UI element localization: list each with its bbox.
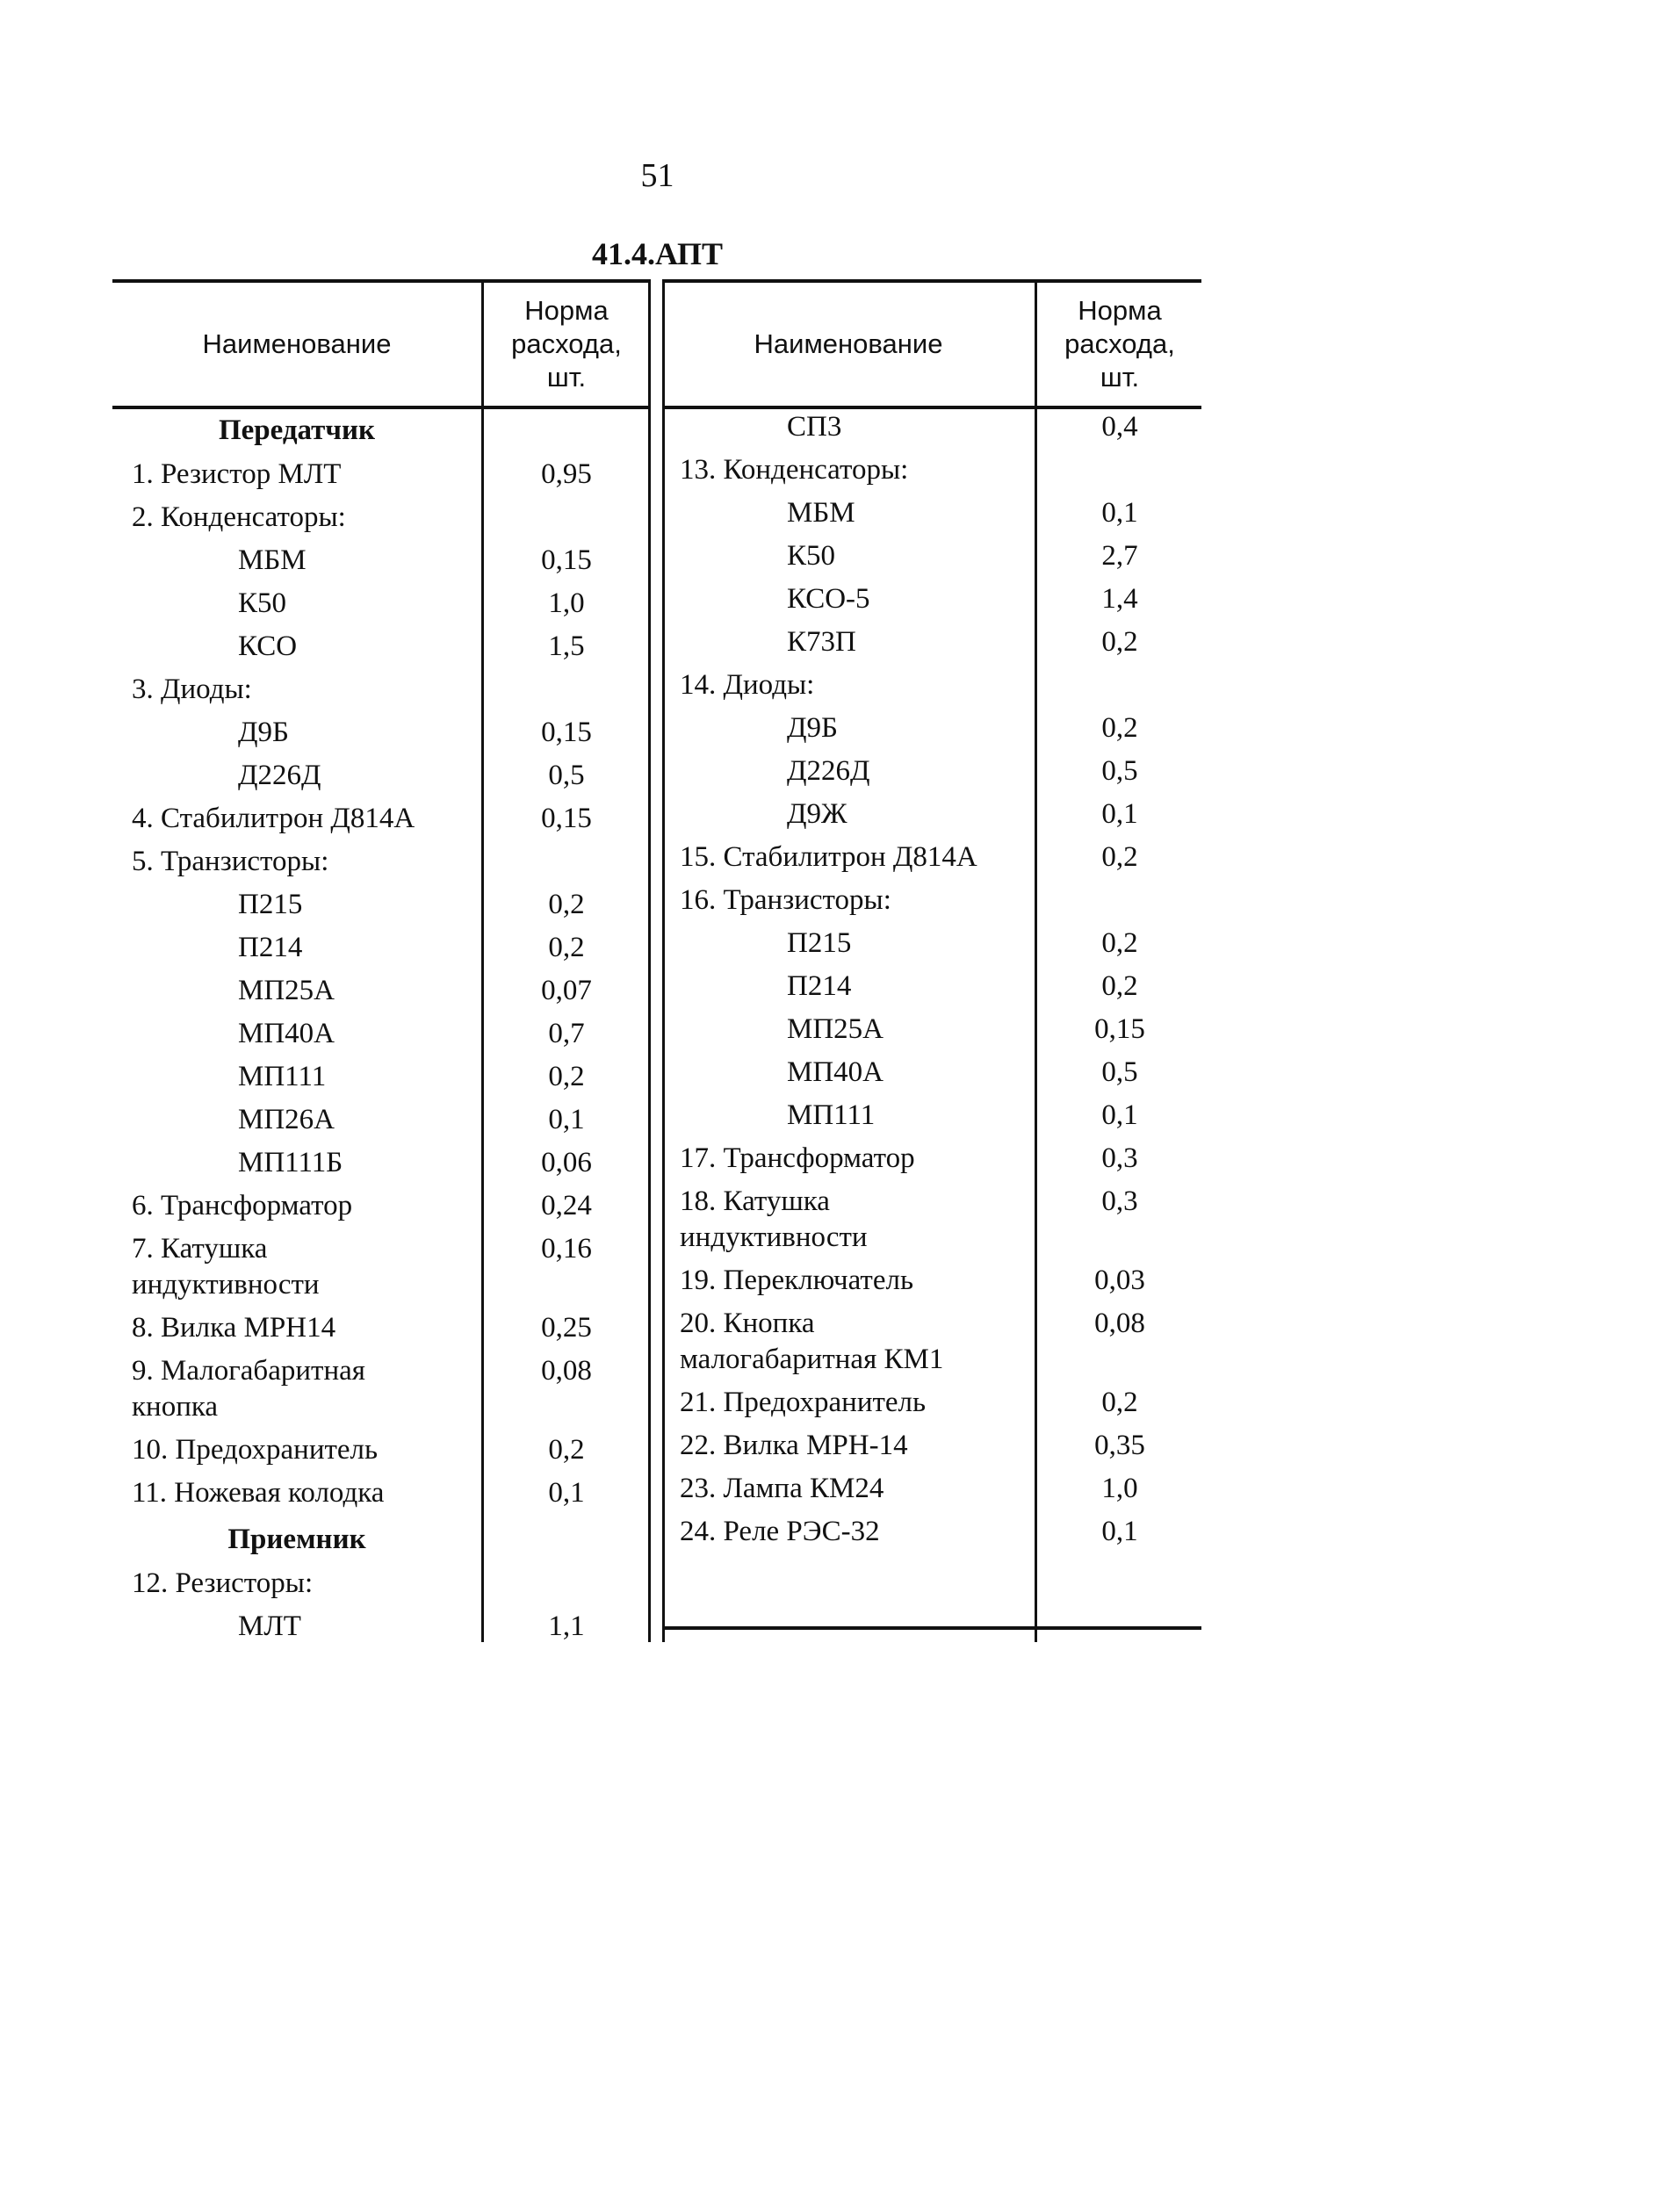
table-row <box>662 1094 1201 1137</box>
item-name: 16. Транзисторы: <box>680 884 891 916</box>
table-right-half <box>662 279 1201 1642</box>
table-row <box>662 1424 1201 1467</box>
table-row <box>662 1008 1201 1051</box>
table-row <box>662 449 1201 492</box>
item-name: К73П <box>787 626 856 658</box>
norm-value: 0,2 <box>1101 1387 1138 1418</box>
norm-value: 0,1 <box>548 1104 585 1135</box>
table-row <box>662 664 1201 707</box>
item-name: 18. Катушка индуктивности <box>680 1185 868 1253</box>
norm-value: 0,3 <box>1101 1185 1138 1217</box>
item-name: Д226Д <box>787 755 870 787</box>
item-name: МП40А <box>238 1018 335 1049</box>
table-row <box>662 750 1201 793</box>
item-name: 22. Вилка МРН-14 <box>680 1430 908 1461</box>
table-row <box>112 1185 651 1228</box>
item-name: МБМ <box>238 544 307 576</box>
item-name: МП111Б <box>238 1147 343 1178</box>
norm-value: 1,4 <box>1101 583 1138 615</box>
norm-value: 0,07 <box>541 975 592 1006</box>
table-row <box>112 797 651 840</box>
item-name: 10. Предохранитель <box>132 1434 379 1466</box>
norm-value: 0,15 <box>541 544 592 576</box>
norm-value: 0,2 <box>1101 841 1138 873</box>
norm-value: 0,5 <box>1101 755 1138 787</box>
norm-value: 0,25 <box>541 1312 592 1344</box>
norm-value: 1,5 <box>548 630 585 662</box>
table-row <box>112 582 651 625</box>
table-row <box>112 1515 651 1562</box>
item-name: П215 <box>787 927 852 959</box>
norm-value: 0,2 <box>1101 970 1138 1002</box>
item-name: МБМ <box>787 497 855 529</box>
item-name: МП26А <box>238 1104 335 1135</box>
item-name: 17. Трансформатор <box>680 1142 915 1174</box>
section-heading: Передатчик <box>218 414 376 446</box>
norm-value: 0,15 <box>541 803 592 834</box>
table-bottom-rule <box>662 1626 1201 1630</box>
item-name: 1. Резистор МЛТ <box>132 458 342 490</box>
norm-value: 0,1 <box>1101 1099 1138 1131</box>
item-name: 12. Резисторы: <box>132 1567 314 1599</box>
norm-value: 0,95 <box>541 458 592 490</box>
table-body-left <box>112 406 651 1648</box>
item-name: 7. Катушка индуктивности <box>132 1233 320 1301</box>
header-norm: Норма расхода, шт. <box>1064 295 1175 393</box>
table-row <box>112 711 651 754</box>
item-name: 21. Предохранитель <box>680 1387 927 1418</box>
norm-value: 0,24 <box>541 1190 592 1221</box>
table-row <box>662 1051 1201 1094</box>
table-row <box>662 578 1201 621</box>
item-name: 14. Диоды: <box>680 669 815 701</box>
item-name: 23. Лампа КМ24 <box>680 1473 884 1504</box>
item-name: 11. Ножевая колодка <box>132 1477 385 1509</box>
item-name: КСО-5 <box>787 583 870 615</box>
norm-value: 1,1 <box>548 1610 585 1642</box>
table-row <box>112 1012 651 1056</box>
table-title: 41.4.АПТ <box>591 236 724 271</box>
section-heading: Приемник <box>227 1524 366 1555</box>
norm-value: 2,7 <box>1101 540 1138 572</box>
norm-value: 0,7 <box>548 1018 585 1049</box>
norm-value: 0,16 <box>541 1233 592 1265</box>
norm-value: 0,3 <box>1101 1142 1138 1174</box>
item-name: 6. Трансформатор <box>132 1190 353 1221</box>
item-name: 9. Малогабаритная кнопка <box>132 1355 365 1423</box>
table-row <box>112 1605 651 1648</box>
table-row <box>112 453 651 496</box>
parts-table <box>112 279 1201 1642</box>
item-name: МП25А <box>238 975 335 1006</box>
norm-value: 0,1 <box>1101 798 1138 830</box>
item-name: Д9Ж <box>787 798 847 830</box>
table-row <box>112 668 651 711</box>
norm-value: 0,1 <box>548 1477 585 1509</box>
item-name: 4. Стабилитрон Д814А <box>132 803 415 834</box>
table-row <box>662 1381 1201 1424</box>
table-row <box>662 492 1201 535</box>
table-row <box>662 836 1201 879</box>
item-name: 15. Стабилитрон Д814А <box>680 841 977 873</box>
table-row <box>112 1429 651 1472</box>
item-name: 3. Диоды: <box>132 674 252 705</box>
table-row <box>112 840 651 883</box>
item-name: Д226Д <box>238 760 321 791</box>
table-header-left <box>112 279 651 409</box>
norm-value: 0,15 <box>1094 1013 1145 1045</box>
table-row <box>662 406 1201 449</box>
item-name: К50 <box>787 540 836 572</box>
item-name: П215 <box>238 889 303 920</box>
norm-value: 0,2 <box>1101 927 1138 959</box>
norm-value: 0,2 <box>548 1434 585 1466</box>
table-row <box>662 707 1201 750</box>
page-number: 51 <box>640 157 674 194</box>
header-name: Наименование <box>754 328 943 359</box>
norm-value: 0,2 <box>1101 712 1138 744</box>
norm-value: 0,2 <box>548 932 585 963</box>
table-row <box>112 926 651 969</box>
norm-value: 1,0 <box>548 587 585 619</box>
item-name: МП25А <box>787 1013 884 1045</box>
table-row <box>662 1180 1201 1259</box>
item-name: 13. Конденсаторы: <box>680 454 909 486</box>
norm-value: 0,2 <box>548 889 585 920</box>
table-row <box>662 1302 1201 1381</box>
norm-value: 0,03 <box>1094 1265 1145 1296</box>
item-name: 5. Транзисторы: <box>132 846 329 877</box>
item-name: СП3 <box>787 411 842 443</box>
norm-value: 0,4 <box>1101 411 1138 443</box>
table-row <box>112 1228 651 1307</box>
table-row <box>662 1259 1201 1302</box>
item-name: К50 <box>238 587 287 619</box>
table-row <box>112 1099 651 1142</box>
norm-value: 0,08 <box>1094 1308 1145 1339</box>
table-row <box>662 793 1201 836</box>
table-row <box>112 883 651 926</box>
table-row <box>112 1056 651 1099</box>
table-row <box>112 1307 651 1350</box>
table-row <box>112 1562 651 1605</box>
table-row <box>662 535 1201 578</box>
item-name: МП111 <box>238 1061 327 1092</box>
item-name: МЛТ <box>238 1610 301 1642</box>
table-row <box>112 625 651 668</box>
table-header-right <box>662 279 1201 409</box>
table-row <box>662 1510 1201 1553</box>
item-name: 24. Реле РЭС-32 <box>680 1516 880 1547</box>
norm-value: 0,15 <box>541 717 592 748</box>
table-row <box>662 879 1201 922</box>
table-row <box>662 621 1201 664</box>
norm-value: 0,5 <box>548 760 585 791</box>
norm-value: 0,1 <box>1101 1516 1138 1547</box>
item-name: Д9Б <box>787 712 838 744</box>
header-name: Наименование <box>202 328 392 359</box>
norm-value: 0,5 <box>1101 1056 1138 1088</box>
item-name: МП40А <box>787 1056 884 1088</box>
item-name: 19. Переключатель <box>680 1265 913 1296</box>
norm-value: 1,0 <box>1101 1473 1138 1504</box>
table-left-half <box>112 279 651 1642</box>
item-name: МП111 <box>787 1099 876 1131</box>
table-row <box>662 1467 1201 1510</box>
header-norm: Норма расхода, шт. <box>511 295 622 393</box>
item-name: Д9Б <box>238 717 289 748</box>
item-name: 8. Вилка МРН14 <box>132 1312 336 1344</box>
norm-value: 0,2 <box>1101 626 1138 658</box>
table-row <box>112 539 651 582</box>
norm-value: 0,35 <box>1094 1430 1145 1461</box>
norm-value: 0,1 <box>1101 497 1138 529</box>
item-name: П214 <box>238 932 303 963</box>
table-row <box>112 496 651 539</box>
table-row <box>112 969 651 1012</box>
table-body-right <box>662 406 1201 1553</box>
table-row <box>112 406 651 453</box>
item-name: КСО <box>238 630 298 662</box>
table-row <box>112 754 651 797</box>
item-name: 2. Конденсаторы: <box>132 501 346 533</box>
norm-value: 0,06 <box>541 1147 592 1178</box>
norm-value: 0,08 <box>541 1355 592 1387</box>
table-row <box>662 922 1201 965</box>
table-row <box>662 965 1201 1008</box>
table-row <box>112 1142 651 1185</box>
table-row <box>112 1472 651 1515</box>
norm-value: 0,2 <box>548 1061 585 1092</box>
item-name: П214 <box>787 970 852 1002</box>
table-row <box>662 1137 1201 1180</box>
item-name: 20. Кнопка малогабаритная КМ1 <box>680 1308 944 1375</box>
table-row <box>112 1350 651 1429</box>
